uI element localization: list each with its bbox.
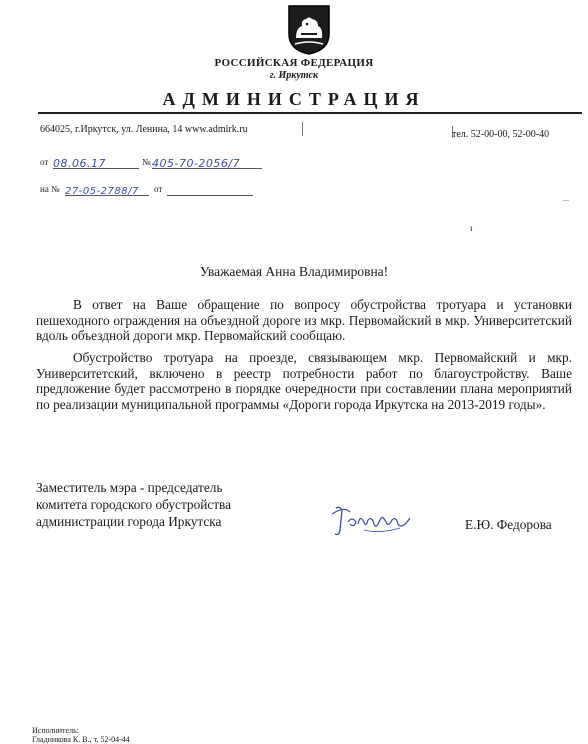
number-value: 405-70-2056/7	[152, 157, 241, 170]
body-paragraph-1: В ответ на Ваше обращение по вопросу обустройства тротуара и установки пешеходного ограждения на объездной дороге из мкр. Первомайский в мкр. Университетский вдоль объездной дороги мкр. Первомайский сообщаю.	[36, 297, 572, 343]
signatory-position-line-3: администрации города Иркутска	[36, 514, 222, 529]
reply-date-label: от	[154, 184, 163, 194]
signatory-name: Е.Ю. Федорова	[465, 517, 552, 532]
number-label: №	[142, 157, 151, 167]
coat-of-arms-icon	[287, 4, 331, 56]
signatory-position-line-2: комитета городского обустройства	[36, 497, 232, 512]
phone-line: тел. 52-00-00, 52-00-40	[452, 129, 550, 140]
executor-name: Гладникова К. В., т. 52-04-44	[32, 735, 130, 744]
reply-date-field	[167, 181, 253, 196]
signatory-position-line-1: Заместитель мэра - председатель	[36, 480, 223, 495]
header-divider	[38, 112, 582, 114]
organization-title: АДМИНИСТРАЦИЯ	[162, 89, 426, 109]
date-value: 08.06.17	[53, 157, 106, 170]
address-line: 664025, г.Иркутск, ул. Ленина, 14 www.admirk.ru	[40, 124, 248, 135]
signatory-position	[36, 479, 231, 530]
number-field	[152, 154, 262, 169]
date-label: от	[40, 157, 49, 167]
address-field-mark	[302, 122, 303, 136]
executor-label: Исполнитель:	[32, 726, 79, 735]
corner-mark	[563, 200, 569, 207]
reply-number-label: на №	[40, 184, 60, 194]
city-header: г. Иркутск	[269, 70, 319, 81]
date-field	[53, 154, 139, 169]
reply-number-field	[65, 181, 149, 196]
handwritten-signature	[330, 500, 420, 542]
reply-number-value: 27-05-2788/7	[65, 186, 139, 197]
page-mark: ı	[470, 223, 473, 233]
body-paragraph-2: Обустройство тротуара на проезде, связывающем мкр. Первомайский и мкр. Университетский, включено в реестр потребности работ по благоустройству. Ваше предложение будет рассмотрено в порядке очередности при составлении плана мероприятий по реализации муниципальной программы «Дороги города Иркутска на 2013-2019 годы».	[36, 350, 572, 412]
salutation: Уважаемая Анна Владимировна!	[199, 264, 389, 279]
executor-block	[32, 726, 130, 744]
country-header: РОССИЙСКАЯ ФЕДЕРАЦИЯ	[214, 57, 374, 69]
